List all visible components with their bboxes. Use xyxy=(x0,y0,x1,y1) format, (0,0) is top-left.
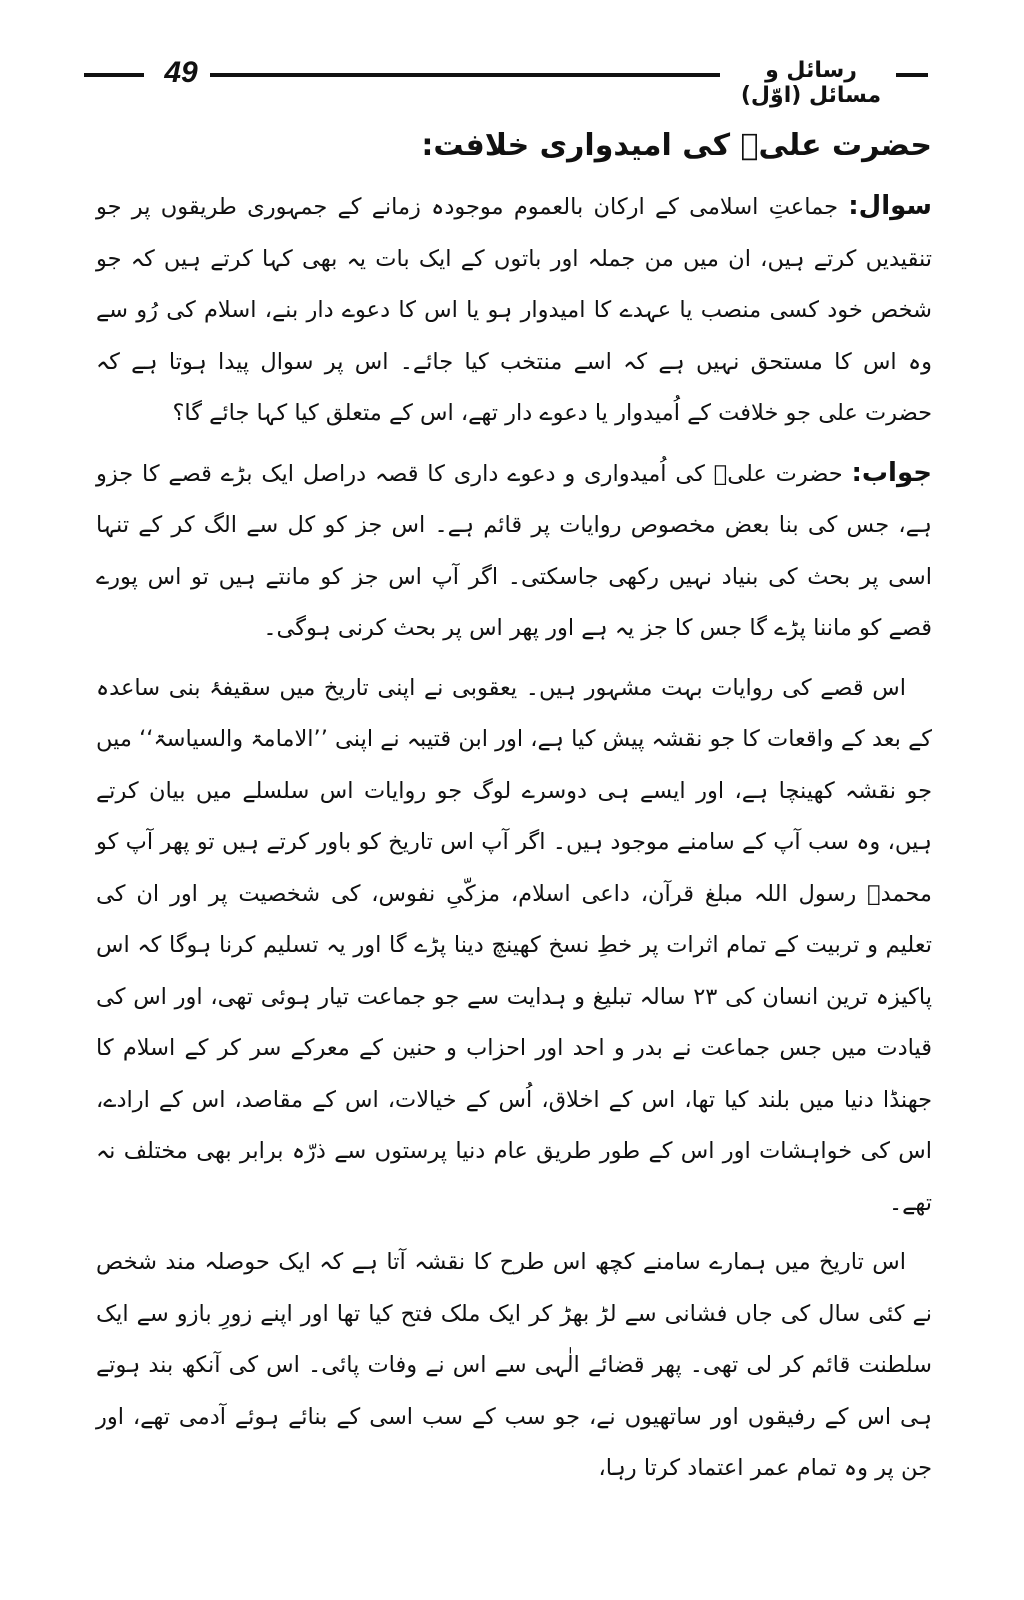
answer-text: حضرت علیؓ کی اُمیدواری و دعوے داری کا قصہ دراصل ایک بڑے قصے کا جزو ہے، جس کی بنا بعض مخصوص روایات پر قائم ہے۔ اس جز کو کل سے الگ کر کے تنہا اسی پر بحث کی بنیاد نہیں رکھی جاسکتی۔ اگر آپ اس جز کو مانتے ہیں تو اس پورے قصے کو ماننا پڑے گا جس کا جز یہ ہے اور پھر اس پر بحث کرنی ہوگی۔ xyxy=(96,460,932,641)
book-title: رسائل و مسائل (اوّل) xyxy=(740,58,882,108)
body-paragraph: اس قصے کی روایات بہت مشہور ہیں۔ یعقوبی نے اپنی تاریخ میں سقیفۂ بنی ساعدہ کے بعد کے واقعات کا جو نقشہ پیش کیا ہے، اور ابن قتیبہ نے اپنی ’’الامامۃ والسیاسۃ‘‘ میں جو نقشہ کھینچا ہے، اور ایسے ہی دوسرے لوگ جو روایات اس سلسلے میں بیان کرتے ہیں، وہ سب آپ کے سامنے موجود ہیں۔ اگر آپ اس تاریخ کو باور کرتے ہیں تو پھر آپ کو محمدؐ رسول اللہ مبلغ قرآن، داعی اسلام، مزکّیِ نفوس، کی شخصیت پر اور ان کی تعلیم و تربیت کے تمام اثرات پر خطِ نسخ کھینچ دینا پڑے گا اور یہ تسلیم کرنا ہوگا کہ اس پاکیزہ ترین انسان کی ۲۳ سالہ تبلیغ و ہدایت سے جو جماعت تیار ہوئی تھی، اور اس کی قیادت میں جس جماعت نے بدر و احد اور احزاب و حنین کے معرکے سر کر کے اسلام کا جھنڈا دنیا میں بلند کیا تھا، اس کے اخلاق، اُس کے خیالات، اس کے مقاصد، اس کے ارادے، اس کی خواہشات اور اس کے طور طریق عام دنیا پرستوں سے ذرّہ برابر بھی مختلف نہ تھے۔ xyxy=(96,674,932,1216)
running-header xyxy=(84,56,928,108)
page-number: 49 xyxy=(164,56,198,89)
body-paragraph: اس تاریخ میں ہمارے سامنے کچھ اس طرح کا نقشہ آتا ہے کہ ایک حوصلہ مند شخص نے کئی سال کی جاں فشانی سے لڑ بھڑ کر ایک ملک فتح کیا تھا اور اپنے زورِ بازو سے ایک سلطنت قائم کر لی تھی۔ پھر قضائے الٰہی سے اس نے وفات پائی۔ اس کی آنکھ بند ہوتے ہی اس کے رفیقوں اور ساتھیوں نے، جو سب کے سب اسی کے بنائے ہوئے آدمی تھے، اور جن پر وہ تمام عمر اعتماد کرتا رہا، xyxy=(96,1249,932,1481)
header-rule-middle xyxy=(210,73,720,77)
page-content xyxy=(96,128,932,1503)
answer-label: جواب: xyxy=(851,457,932,488)
answer-paragraph xyxy=(96,448,932,655)
section-heading: حضرت علیؓ کی امیدواری خلافت: xyxy=(421,128,932,163)
question-text: جماعتِ اسلامی کے ارکان بالعموم موجودہ زمانے کے جمہوری طریقوں پر جو تنقیدیں کرتے ہیں، ان میں من جملہ اور باتوں کے ایک بات یہ بھی کہا کرتے ہیں کہ جو شخص خود کسی منصب یا عہدے کا امیدوار ہو یا اس کا دعوے دار بنے، اسلام کی رُو سے وہ اس کا مستحق نہیں ہے کہ اسے منتخب کیا جائے۔ اس پر سوال پیدا ہوتا ہے کہ حضرت علی جو خلافت کے اُمیدوار یا دعوے دار تھے، اس کے متعلق کیا کہا جائے گا؟ xyxy=(96,194,932,426)
header-rule-left xyxy=(84,73,144,77)
question-paragraph xyxy=(96,181,932,440)
question-label: سوال: xyxy=(848,191,932,221)
header-rule-right xyxy=(896,73,928,77)
